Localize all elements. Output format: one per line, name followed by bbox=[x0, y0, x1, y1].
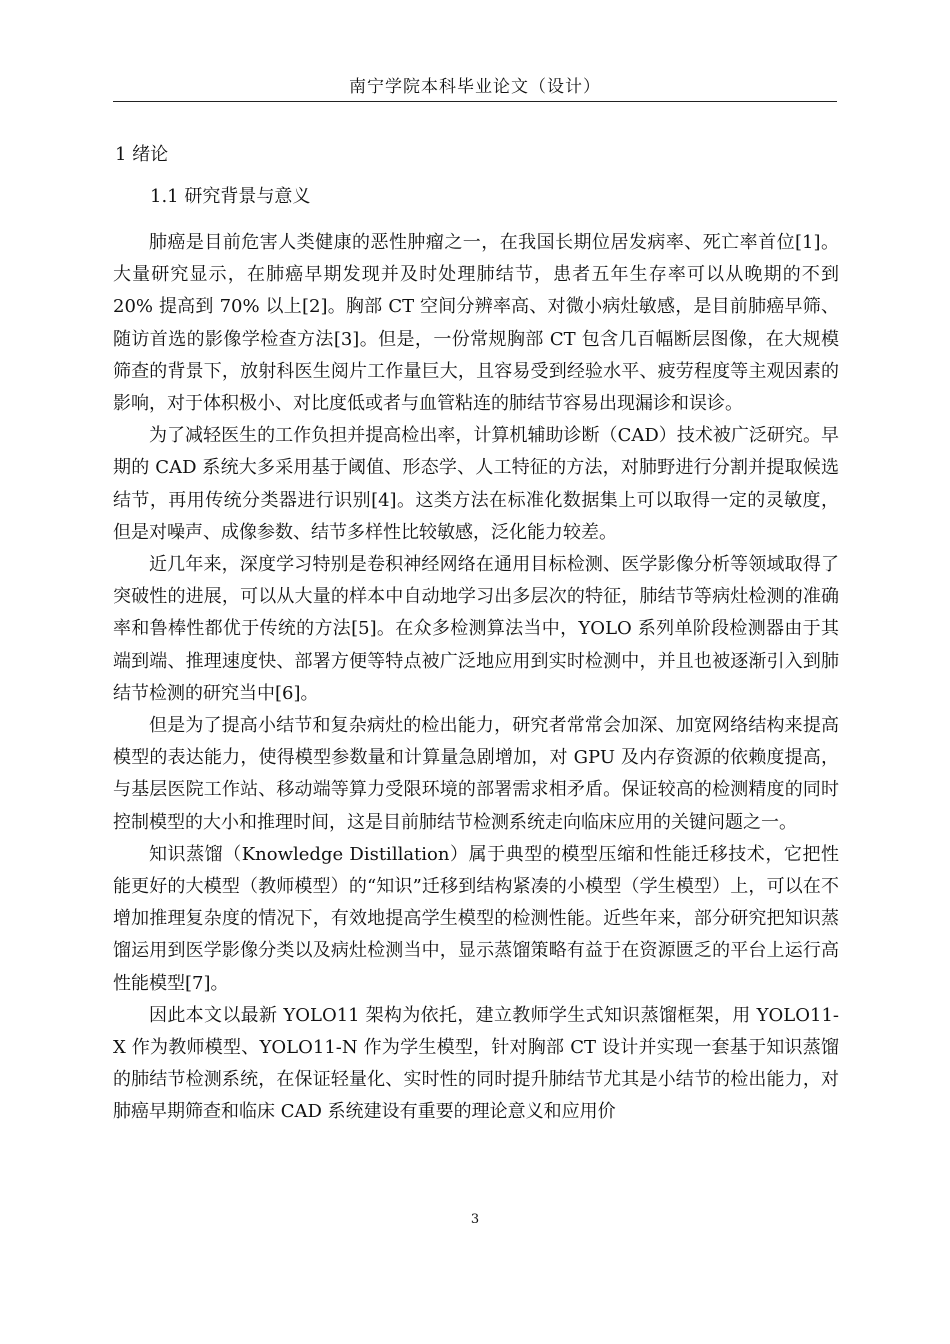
body-text bbox=[113, 227, 839, 1129]
header-divider bbox=[113, 101, 837, 102]
paragraph-2: 为了减轻医生的工作负担并提高检出率，计算机辅助诊断（CAD）技术被广泛研究。早期的 CAD 系统大多采用基于阈值、形态学、人工特征的方法，对肺野进行分割并提取候选结节，再用传统分类器进行识别[4]。这类方法在标准化数据集上可以取得一定的灵敏度，但是对噪声、成像参数、结节多样性比较敏感，泛化能力较差。 bbox=[113, 425, 839, 543]
paragraph-6: 因此本文以最新 YOLO11 架构为依托，建立教师学生式知识蒸馏框架，用 YOLO11-X 作为教师模型、YOLO11-N 作为学生模型，针对胸部 CT 设计并实现一套基于知识蒸馏的肺结节检测系统，在保证轻量化、实时性的同时提升肺结节尤其是小结节的检出能力，对肺癌早期筛查和临床 CAD 系统建设有重要的理论意义和应用价 bbox=[113, 1004, 839, 1123]
section-heading: 1 绪论 bbox=[115, 144, 169, 165]
subsection-heading: 1.1 研究背景与意义 bbox=[150, 186, 311, 207]
page-number: 3 bbox=[470, 1212, 480, 1227]
paragraph-5: 知识蒸馏（Knowledge Distillation）属于典型的模型压缩和性能迁移技术，它把性能更好的大模型（教师模型）的“知识”迁移到结构紧凑的小模型（学生模型）上，可以在不增加推理复杂度的情况下，有效地提高学生模型的检测性能。近些年来，部分研究把知识蒸馏运用到医学影像分类以及病灶检测当中，显示蒸馏策略有益于在资源匮乏的平台上运行高性能模型[7]。 bbox=[113, 843, 839, 994]
paragraph-3: 近几年来，深度学习特别是卷积神经网络在通用目标检测、医学影像分析等领域取得了突破性的进展，可以从大量的样本中自动地学习出多层次的特征，肺结节等病灶检测的准确率和鲁棒性都优于传统的方法[5]。在众多检测算法当中，YOLO 系列单阶段检测器由于其端到端、推理速度快、部署方便等特点被广泛地应用到实时检测中，并且也被逐渐引入到肺结节检测的研究当中[6]。 bbox=[113, 554, 839, 704]
page-header-title: 南宁学院本科毕业论文（设计） bbox=[349, 77, 601, 97]
paragraph-4: 但是为了提高小结节和复杂病灶的检出能力，研究者常常会加深、加宽网络结构来提高模型的表达能力，使得模型参数量和计算量急剧增加，对 GPU 及内存资源的依赖度提高，与基层医院工作站、移动端等算力受限环境的部署需求相矛盾。保证较高的检测精度的同时控制模型的大小和推理时间，这是目前肺结节检测系统走向临床应用的关键问题之一。 bbox=[113, 715, 839, 833]
paragraph-1: 肺癌是目前危害人类健康的恶性肿瘤之一，在我国长期位居发病率、死亡率首位[1]。大量研究显示，在肺癌早期发现并及时处理肺结节，患者五年生存率可以从晚期的不到 20% 提高到 70% 以上[2]。胸部 CT 空间分辨率高、对微小病灶敏感，是目前肺癌早筛、随访首选的影像学检查方法[3]。但是，一份常规胸部 CT 包含几百幅断层图像，在大规模筛查的背景下，放射科医生阅片工作量巨大，且容易受到经验水平、疲劳程度等主观因素的影响，对于体积极小、对比度低或者与血管粘连的肺结节容易出现漏诊和误诊。 bbox=[113, 232, 839, 415]
